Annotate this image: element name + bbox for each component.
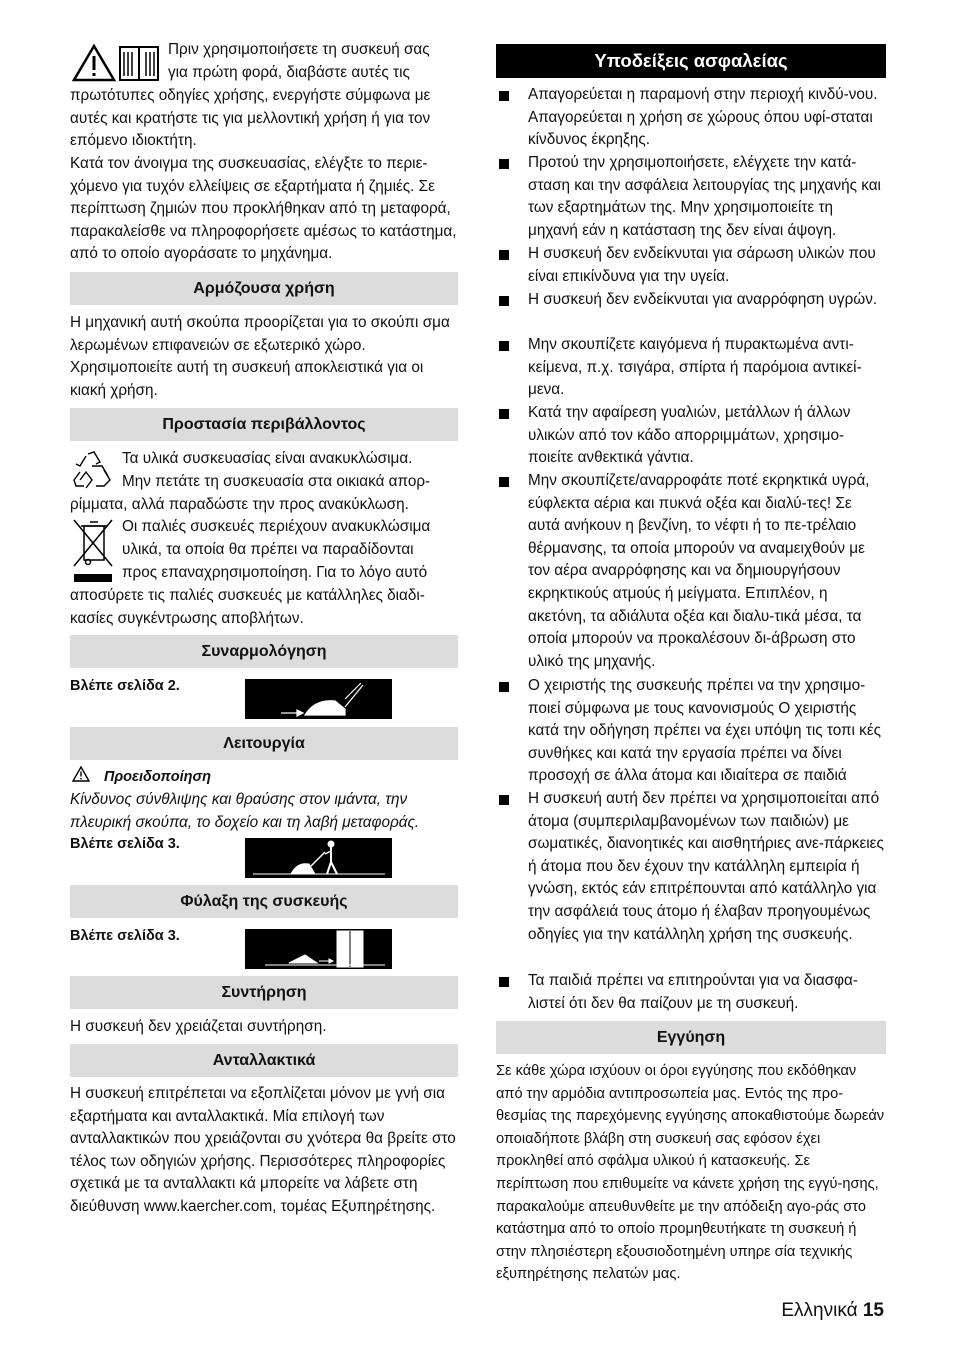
bullet-square-icon (499, 159, 509, 169)
operation-figure (245, 838, 392, 878)
proper-use-text: Η μηχανική αυτή σκούπα προορίζεται για το σκούπι σμα λερωμένων επιφανειών σε εξωτερικό χώρο. Χρησιμοποιείτε αυτή τη συσκευή αποκλειστικά για οι κιακή χρήση. (70, 314, 450, 399)
page-number: 15 (862, 1300, 884, 1321)
bullet-square-icon (499, 409, 509, 419)
section-heading-storage: Φύλαξη της συσκευής (70, 885, 458, 918)
safety-item: Μην σκουπίζετε καιγόμενα ή πυρακτωμένα αντι-κείμενα, π.χ. τσιγάρα, σπίρτα ή παρόμοια αντικεί-μενα. (496, 334, 886, 402)
warranty-text: Σε κάθε χώρα ισχύουν οι όροι εγγύησης που εκδόθηκαν από την αρμόδια αντιπροσωπεία μας. Εντός της προ-θεσμίας της παρεχόμενης εγγύησης αποκαθιστούμε δωρεάν οποιαδήποτε βλάβη στη συσκευή σας εφόσον έχει προκληθεί από σφάλμα υλικού ή κατασκευής. Σε περίπτωση που επιθυμείτε να κάνετε χρήση της εγγύ-ησης, παρακαλούμε απευθυνθείτε με την απόδειξη αγο-ράς στο κατάστημα από το οποίο προμηθευτήκατε τη συσκευή ή στην πλησιέστερη εξουσιοδοτημένη υπηρε σία τεχνικής εξυπηρέτησης πελατών μας. (496, 1063, 885, 1283)
bullet-square-icon (499, 91, 509, 101)
safety-item: Κατά την αφαίρεση γυαλιών, μετάλλων ή άλλων υλικών από τον κάδο απορριμμάτων, χρησιμο-ποιείτε ανθεκτικά γάντια. (496, 402, 886, 470)
section-heading-warranty: Εγγύηση (496, 1021, 886, 1054)
safety-item: Ο χειριστής της συσκευής πρέπει να την χρησιμο-ποιεί σύμφωνα με τους κανονισμούς Ο χειριστής κατά την οδήγηση πρέπει να έχει υπόψη τις τοπι κές συνθήκες και κατά την εργασία πρέπει να δίνει προσοχή σε άλλα άτομα και ιδιαίτερα σε παιδιά (496, 675, 886, 788)
footer-language: Ελληνικά (781, 1300, 858, 1321)
assembly-figure (245, 679, 392, 719)
safety-item: Απαγορεύεται η παραμονή στην περιοχή κινδύ-νου. Απαγορεύεται η χρήση σε χώρους όπου υφί-σταται κίνδυνος έκρηξης. (496, 84, 886, 152)
storage-see-page: Βλέπε σελίδα 3. (70, 928, 180, 944)
section-heading-safety: Υποδείξεις ασφαλείας (496, 44, 886, 78)
bullet-square-icon (499, 341, 509, 351)
warning-text: Κίνδυνος σύνθλιψης και θραύσης στον ιμάντα, την πλευρική σκούπα, το δοχείο και τη λαβή μεταφοράς. (70, 791, 420, 831)
bullet-square-icon (499, 250, 509, 260)
section-heading-spare-parts: Ανταλλακτικά (70, 1044, 458, 1077)
bullet-square-icon (499, 682, 509, 692)
packaging-paragraph: Κατά τον άνοιγμα της συσκευασίας, ελέγξτε το περιε-χόμενο για τυχόν ελλείψεις σε εξαρτήματα ή ζημιές. Σε περίπτωση ζημιών που προκλήθηκαν από τη μεταφορά, παρακαλείσθε να πληροφορήσετε αμέσως το κατάστημα, από το οποίο αγοράσατε το μηχάνημα. (70, 155, 457, 263)
weee-line-1: Οι παλιές συσκευές περιέχουν ανακυκλώσιμα (122, 518, 431, 535)
safety-item: Μην σκουπίζετε/αναρροφάτε ποτέ εκρηκτικά υγρά, εύφλεκτα αέρια και πυκνά οξέα και διαλύ-τες! Σε αυτά ανήκουν η βενζίνη, το νέφτι ή το πε-τρέλαιο θέρμανσης, τα οποία μπορούν να αναμειχθούν με τον αέρα αναρρόφησης και να δημιουργήσουν εκρηκτικούς ατμούς ή μείγματα. Επιπλέον, η ακετόνη, τα αδιάλυτα οξέα και διαλυ-τικά μέσα, τα οποία μπορούν να προκαλέσουν δι-άβρωση στο υλικό της μηχανής. (496, 470, 886, 673)
section-heading-environment: Προστασία περιβάλλοντος (70, 408, 458, 441)
safety-item: Προτού την χρησιμοποιήσετε, ελέγχετε την κατά-σταση και την ασφάλεια λειτουργίας της μηχανής και των εξαρτημάτων της. Μην χρησιμοποιείτε τη μηχανή εάν η κατάσταση της δεν είναι άψογη. (496, 152, 886, 242)
safety-item: Η συσκευή αυτή δεν πρέπει να χρησιμοποιείται από άτομα (συμπεριλαμβανομένων των παιδιών) με σωματικές, διανοητικές και αισθητήριες ανε-πάρκειες ή άτομα που δεν έχουν την κατάλληλη εμπειρία ή γνώση, εκτός εάν επιτρέπουνται από κατάλληλο για την ασφάλειά τους άτομο ή έλαβαν προηγουμένως οδηγίες για την κατάλληλη χρήση της συσκευής. (496, 788, 886, 946)
operation-see-page: Βλέπε σελίδα 3. (70, 836, 180, 852)
section-heading-proper-use: Αρμόζουσα χρήση (70, 272, 458, 305)
spare-parts-text: Η συσκευή επιτρέπεται να εξοπλίζεται μόνον με γνή σια εξαρτήματα και ανταλλακτικά. Μία επιλογή των ανταλλακτικών που χρειάζονται συ χνότερα θα βρείτε στο τέλος των οδηγιών χρήσης. Περισσότερες πληροφορίες σχετικά με τα ανταλλακτι κά μπορείτε να λάβετε στη διεύθυνση www.kaercher.com, τομέας Εξυπηρέτησης. (70, 1085, 456, 1215)
section-heading-operation: Λειτουργία (70, 727, 458, 760)
safety-item: Η συσκευή δεν ενδείκνυται για αναρρόφηση υγρών. (496, 289, 886, 312)
warning-title: Προειδοποίηση (104, 769, 212, 785)
section-heading-maintenance: Συντήρηση (70, 976, 458, 1009)
bullet-square-icon (499, 477, 509, 487)
safety-item: Τα παιδιά πρέπει να επιτηρούνται για να διασφα-λιστεί ότι δεν θα παίζουν με τη συσκευή. (496, 970, 886, 1015)
assembly-see-page: Βλέπε σελίδα 2. (70, 678, 180, 694)
safety-item: Η συσκευή δεν ενδείκνυται για σάρωση υλικών που είναι επικίνδυνα για την υγεία. (496, 243, 886, 288)
recycle-line-3: ρίμματα, αλλά παραδώστε την προς ανακύκλωση. (70, 496, 409, 513)
intro-first-line-2: για πρώτη φορά, διαβάστε αυτές τις (168, 64, 410, 81)
maintenance-text: Η συσκευή δεν χρειάζεται συντήρηση. (70, 1018, 327, 1035)
bullet-square-icon (499, 795, 509, 805)
weee-line-3: προς επαναχρησιμοποίηση. Για το λόγο αυτό (122, 564, 428, 581)
storage-figure (245, 929, 392, 969)
weee-line-5: κασίες συγκέντρωσης αποβλήτων. (70, 610, 304, 627)
intro-paragraph: πρωτότυπες οδηγίες χρήσης, ενεργήστε σύμφωνα με αυτές και κρατήστε τις για μελλοντική χρήση ή για τον επόμενο ιδιοκτήτη. (70, 87, 431, 150)
section-heading-assembly: Συναρμολόγηση (70, 635, 458, 668)
bullet-square-icon (499, 977, 509, 987)
recycle-line-2: Μην πετάτε τη συσκευασία στα οικιακά απορ- (122, 473, 431, 490)
intro-first-line-1: Πριν χρησιμοποιήσετε τη συσκευή σας (168, 41, 430, 58)
bullet-square-icon (499, 296, 509, 306)
recycle-line-1: Τα υλικά συσκευασίας είναι ανακυκλώσιμα. (122, 450, 413, 467)
weee-line-2: υλικά, τα οποία θα πρέπει να παραδίδονται (122, 541, 414, 558)
weee-line-4: αποσύρετε τις παλιές συσκευές με κατάλληλες διαδι- (70, 587, 425, 604)
page-footer (781, 1300, 884, 1322)
